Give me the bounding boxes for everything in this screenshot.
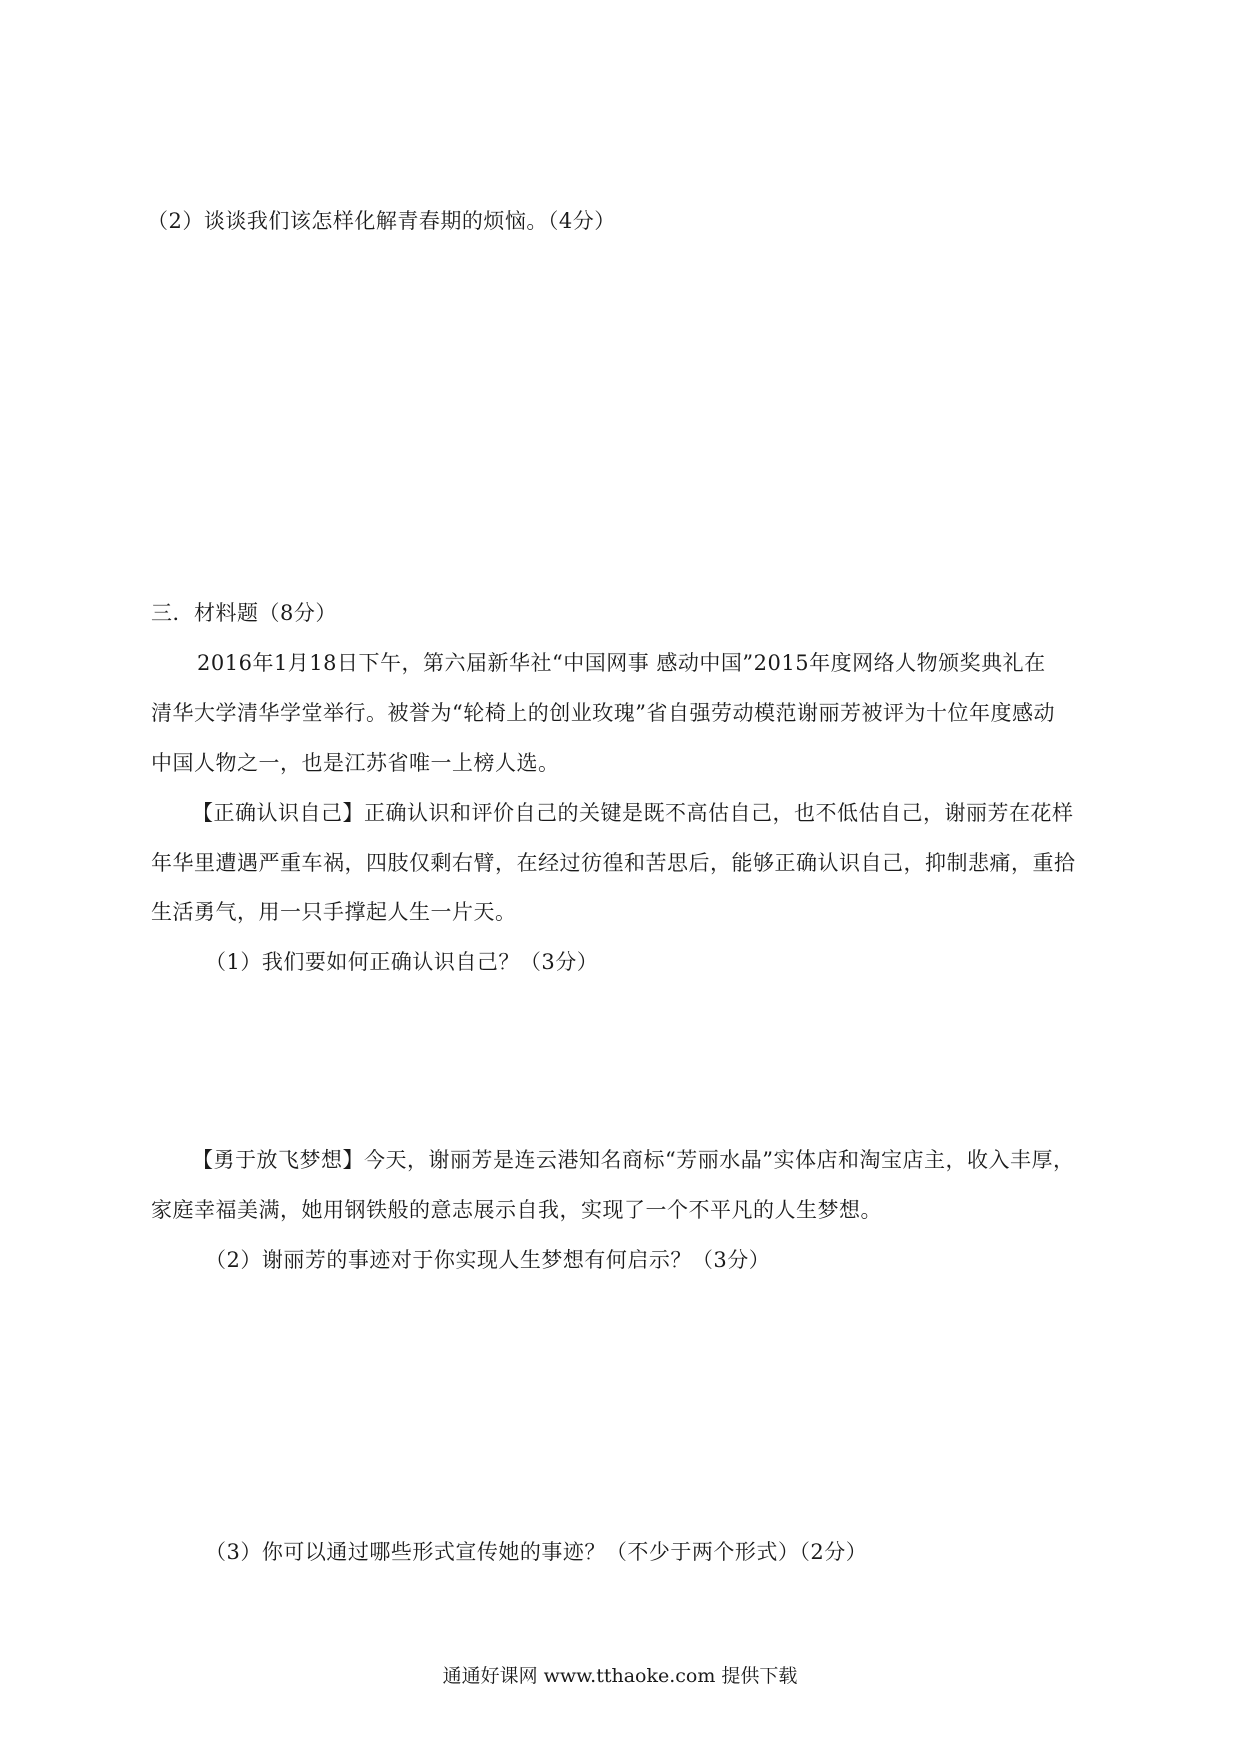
intro-line-1: 2016年1月18日下午，第六届新华社“中国网事 感动中国”2015年度网络人物颁奖典礼在 [197,651,1046,675]
question-2: （2）谢丽芳的事迹对于你实现人生梦想有何启示？（3分） [205,1248,771,1272]
previous-question-2: （2）谈谈我们该怎样化解青春期的烦恼。（4分） [147,209,616,233]
intro-line-3: 中国人物之一，也是江苏省唯一上榜人选。 [151,751,560,775]
intro-line-2: 清华大学清华学堂举行。被誉为“轮椅上的创业玫瑰”省自强劳动模范谢丽芳被评为十位年度感动 [151,701,1055,725]
part1-line-1: 【正确认识自己】正确认识和评价自己的关键是既不高估自己，也不低估自己，谢丽芳在花样 [192,801,1074,825]
question-3: （3）你可以通过哪些形式宣传她的事迹？（不少于两个形式）（2分） [205,1540,868,1564]
section-title: 三．材料题（8分） [151,601,337,625]
part2-line-2: 家庭幸福美满，她用钢铁般的意志展示自我，实现了一个不平凡的人生梦想。 [151,1198,882,1222]
part2-line-1: 【勇于放飞梦想】今天，谢丽芳是连云港知名商标“芳丽水晶”实体店和淘宝店主，收入丰厚， [192,1148,1075,1172]
page-footer: 通通好课网 www.tthaoke.com 提供下载 [442,1665,798,1687]
part1-line-2: 年华里遭遇严重车祸，四肢仅剩右臂，在经过彷徨和苦思后，能够正确认识自己，抑制悲痛，重拾 [151,851,1076,875]
question-1: （1）我们要如何正确认识自己？（3分） [205,950,599,974]
part1-line-3: 生活勇气，用一只手撑起人生一片天。 [151,900,517,924]
